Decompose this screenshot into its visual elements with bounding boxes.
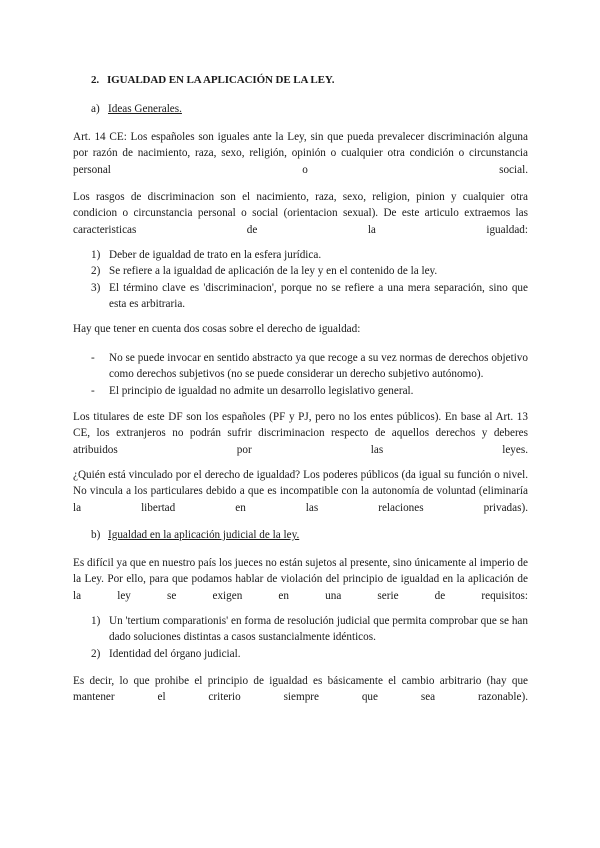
- paragraph-art-14: Art. 14 CE: Los españoles son iguales ante la Ley, sin que pueda prevalecer discriminación alguna por razón de nacimiento, raza, sexo, religión, opinión o cualquier otra condición o circunstancia personal o social.: [73, 131, 528, 176]
- subsection-b-letter: b): [91, 529, 101, 541]
- list-marker: -: [91, 352, 95, 364]
- subsection-b-title: Igualdad en la aplicación judicial de la ley.: [108, 529, 300, 541]
- list-item-text: Identidad del órgano judicial.: [109, 647, 241, 660]
- list-item: [91, 247, 528, 263]
- section-title: IGUALDAD EN LA APLICACIÓN DE LA LEY.: [107, 74, 335, 86]
- list-marker: 1): [91, 615, 101, 627]
- paragraph-vinculado: ¿Quién está vinculado por el derecho de igualdad? Los poderes públicos (da igual su función o nivel. No vincula a los particulares debido a que es incompatible con la autonomía de voluntad (eliminaría la libertad en las relaciones privadas).: [73, 469, 528, 514]
- list-marker: -: [91, 384, 95, 397]
- list-marker: 2): [91, 647, 101, 660]
- list-item-text: Se refiere a la igualdad de aplicación de la ley y en el contenido de la ley.: [109, 265, 438, 278]
- paragraph-dos-cosas: Hay que tener en cuenta dos cosas sobre el derecho de igualdad:: [73, 323, 361, 335]
- list-item-text: El término clave es 'discriminacion', porque no se refiere a una mera separación, sino que esta es arbitraria.: [109, 281, 528, 311]
- paragraph-rasgos: Los rasgos de discriminacion son el nacimiento, raza, sexo, religion, pinion y cualquier otra condicion o circunstancia personal o social (orientacion sexual). De este articulo extraemos las caracteristicas de la igualdad:: [73, 191, 528, 236]
- list-item: [91, 613, 528, 646]
- list-item-text: Deber de igualdad de trato en la esfera jurídica.: [109, 249, 322, 261]
- list-item-text: Un 'tertium comparationis' en forma de resolución judicial que permita comprobar que se han dado soluciones distintas a casos sustancialmente idénticos.: [109, 615, 528, 644]
- list-item-text: No se puede invocar en sentido abstracto ya que recoge a su vez normas de derechos objetivo como derechos subjetivos (no se puede considerar un derecho subjetivo autónomo).: [109, 352, 528, 381]
- list-marker: 2): [91, 265, 101, 278]
- subsection-b-heading: [91, 527, 299, 543]
- list-marker: 1): [91, 249, 101, 261]
- list-item: [91, 383, 528, 399]
- paragraph-es-decir: Es decir, lo que prohibe el principio de igualdad es básicamente el cambio arbitrario (hay que mantener el criterio siempre que sea razonable).: [73, 675, 528, 704]
- considerations-list: [91, 350, 528, 399]
- subsection-a-heading: [91, 101, 182, 117]
- list-item: [91, 280, 528, 313]
- list-item: [91, 263, 528, 279]
- paragraph-titulares: Los titulares de este DF son los españoles (PF y PJ, pero no los entes públicos). En base al Art. 13 CE, los extranjeros no podrán sufrir discriminacion respecto de aquellos derechos y deberes atribuidos por las leyes.: [73, 411, 528, 456]
- section-heading: [91, 72, 334, 88]
- list-item-text: El principio de igualdad no admite un desarrollo legislativo general.: [109, 384, 414, 397]
- section-number: 2.: [91, 74, 100, 86]
- subsection-a-letter: a): [91, 103, 100, 115]
- list-marker: 3): [91, 281, 101, 294]
- requirements-list: [91, 613, 528, 662]
- subsection-a-title: Ideas Generales.: [108, 103, 182, 115]
- paragraph-dificil: Es difícil ya que en nuestro país los jueces no están sujetos al presente, sino únicamente al imperio de la Ley. Por ello, para que podamos hablar de violación del principio de igualdad en la aplicación de la ley se exigen en una serie de requisitos:: [73, 557, 528, 602]
- list-item: [91, 646, 528, 662]
- characteristics-list: [91, 247, 528, 313]
- list-item: [91, 350, 528, 383]
